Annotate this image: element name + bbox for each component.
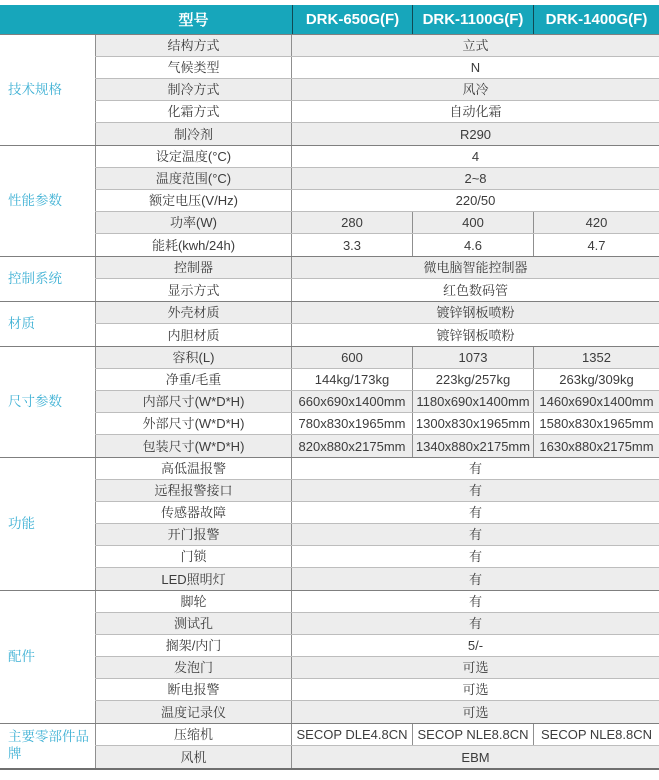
row-value-model-2: 4.6	[412, 234, 533, 256]
row-label: 温度记录仪	[95, 701, 292, 723]
spec-row	[95, 524, 659, 546]
row-label: 气候类型	[95, 57, 292, 78]
spec-row	[95, 101, 659, 123]
row-label: 外部尺寸(W*D*H)	[95, 413, 292, 434]
section-functions	[0, 457, 659, 590]
spec-row	[95, 190, 659, 212]
row-value-model-3: 1352	[533, 347, 659, 368]
row-value: 可选	[462, 704, 489, 720]
row-value: 有	[468, 616, 482, 631]
spec-row	[95, 257, 659, 279]
spec-row	[95, 591, 659, 613]
row-value-model-1: 780x830x1965mm	[298, 416, 406, 431]
row-label: 化霜方式	[95, 101, 292, 122]
row-value-model-1: 3.3	[342, 237, 362, 253]
spec-row	[95, 458, 659, 480]
spec-row	[95, 324, 659, 346]
row-value-model-2: 1180x690x1400mm	[412, 391, 533, 412]
spec-row	[95, 613, 659, 635]
section-label: 控制系统	[8, 270, 62, 286]
section-control-system	[0, 256, 659, 301]
spec-row	[95, 568, 659, 590]
row-value: 有	[468, 505, 482, 520]
section-label: 材质	[8, 315, 35, 331]
row-value: 风冷	[462, 82, 489, 97]
row-value-model-1: 660x690x1400mm	[298, 394, 406, 409]
section-rows	[95, 35, 659, 145]
spec-row	[95, 679, 659, 701]
row-value: 红色数码管	[442, 282, 508, 298]
row-value-model-3: 420	[533, 212, 659, 233]
spec-row	[95, 746, 659, 768]
section-accessories	[0, 590, 659, 723]
row-value: 立式	[462, 38, 489, 53]
row-value: 镀锌钢板喷粉	[436, 305, 515, 320]
row-label: 高低温报警	[95, 458, 292, 479]
spec-row	[95, 413, 659, 435]
spec-row	[95, 347, 659, 369]
row-value-model-3: 263kg/309kg	[533, 369, 659, 390]
row-value: 自动化霜	[449, 104, 502, 119]
row-value-model-2: SECOP NLE8.8CN	[412, 724, 533, 745]
section-technical-specs	[0, 34, 659, 145]
spec-row	[95, 724, 659, 746]
row-value-model-2: 223kg/257kg	[412, 369, 533, 390]
row-value-model-1: 144kg/173kg	[314, 372, 390, 387]
row-label: 净重/毛重	[95, 369, 292, 390]
row-label: 脚轮	[95, 591, 292, 612]
row-label: LED照明灯	[95, 568, 292, 590]
row-value-model-2: 400	[412, 212, 533, 233]
spec-table	[0, 5, 659, 770]
section-rows	[95, 591, 659, 723]
row-value: 5/-	[467, 638, 484, 653]
row-value: 有	[468, 571, 482, 587]
row-label: 测试孔	[95, 613, 292, 634]
row-label: 搁架/内门	[95, 635, 292, 656]
row-value-model-2: 1300x830x1965mm	[412, 413, 533, 434]
row-value-model-3: 1630x880x2175mm	[533, 435, 659, 457]
row-value-model-1: SECOP DLE4.8CN	[296, 727, 408, 742]
row-value: 微电脑智能控制器	[423, 260, 528, 275]
section-label: 主要零部件品牌	[8, 729, 89, 761]
spec-row	[95, 302, 659, 324]
row-label: 开门报警	[95, 524, 292, 545]
spec-row	[95, 546, 659, 568]
header-model-label: 型号	[178, 12, 209, 29]
section-rows	[95, 724, 659, 768]
spec-row	[95, 35, 659, 57]
row-label: 风机	[95, 746, 292, 768]
row-value: 可选	[462, 660, 489, 675]
spec-row	[95, 146, 659, 168]
row-label: 外壳材质	[95, 302, 292, 323]
row-label: 远程报警接口	[95, 480, 292, 501]
spec-row	[95, 279, 659, 301]
row-value: 有	[468, 527, 482, 542]
row-value: 有	[468, 483, 482, 498]
row-value: R290	[459, 126, 492, 142]
row-value: 有	[468, 549, 482, 564]
row-label: 门锁	[95, 546, 292, 567]
spec-row	[95, 435, 659, 457]
section-rows	[95, 302, 659, 346]
section-label: 功能	[8, 515, 35, 531]
spec-row	[95, 57, 659, 79]
row-value-model-1: 280	[341, 215, 363, 230]
row-value: 2~8	[464, 171, 487, 186]
row-value-model-1: 820x880x2175mm	[298, 438, 406, 454]
spec-row	[95, 480, 659, 502]
section-rows	[95, 458, 659, 590]
spec-row	[95, 234, 659, 256]
row-label: 传感器故障	[95, 502, 292, 523]
header-col-model-3: DRK-1400G(F)	[533, 5, 659, 34]
row-label: 内胆材质	[95, 324, 292, 346]
section-main-component-brands	[0, 723, 659, 768]
row-label: 压缩机	[95, 724, 292, 745]
row-label: 控制器	[95, 257, 292, 278]
row-label: 容积(L)	[95, 347, 292, 368]
table-header-row	[0, 5, 659, 34]
row-value: EBM	[461, 749, 490, 765]
row-value: N	[470, 60, 481, 75]
section-rows	[95, 257, 659, 301]
section-rows	[95, 146, 659, 256]
section-rows	[95, 347, 659, 457]
spec-row	[95, 701, 659, 723]
spec-row	[95, 391, 659, 413]
row-label: 发泡门	[95, 657, 292, 678]
row-value: 220/50	[455, 193, 496, 208]
row-label: 显示方式	[95, 279, 292, 301]
section-label: 尺寸参数	[8, 393, 62, 409]
row-label: 额定电压(V/Hz)	[95, 190, 292, 211]
spec-row	[95, 502, 659, 524]
spec-row	[95, 168, 659, 190]
row-value-model-2: 1073	[412, 347, 533, 368]
section-dimensions	[0, 346, 659, 457]
row-value-model-3: 1460x690x1400mm	[533, 391, 659, 412]
row-label: 内部尺寸(W*D*H)	[95, 391, 292, 412]
row-label: 断电报警	[95, 679, 292, 700]
row-value-model-3: SECOP NLE8.8CN	[533, 724, 659, 745]
row-label: 温度范围(°C)	[95, 168, 292, 189]
spec-row	[95, 79, 659, 101]
row-value: 可选	[462, 682, 489, 697]
row-label: 功率(W)	[95, 212, 292, 233]
row-label: 能耗(kwh/24h)	[95, 234, 292, 256]
spec-row	[95, 369, 659, 391]
row-value-model-3: 1580x830x1965mm	[533, 413, 659, 434]
row-value: 4	[471, 149, 480, 164]
spec-row	[95, 657, 659, 679]
row-value: 镀锌钢板喷粉	[436, 327, 515, 343]
section-material	[0, 301, 659, 346]
section-label: 配件	[8, 648, 35, 664]
row-value-model-3: 4.7	[533, 234, 659, 256]
section-label: 性能参数	[8, 192, 62, 208]
row-label: 设定温度(°C)	[95, 146, 292, 167]
section-label: 技术规格	[8, 81, 62, 97]
spec-row	[95, 212, 659, 234]
row-label: 包装尺寸(W*D*H)	[95, 435, 292, 457]
row-value-model-2: 1340x880x2175mm	[412, 435, 533, 457]
row-value-model-1: 600	[341, 350, 363, 365]
section-performance	[0, 145, 659, 256]
row-value: 有	[468, 461, 482, 476]
row-label: 制冷方式	[95, 79, 292, 100]
row-label: 制冷剂	[95, 123, 292, 145]
spec-row	[95, 123, 659, 145]
row-value: 有	[468, 594, 482, 609]
header-col-model-1: DRK-650G(F)	[292, 5, 412, 34]
row-label: 结构方式	[95, 35, 292, 56]
header-col-model-2: DRK-1100G(F)	[412, 5, 533, 34]
spec-row	[95, 635, 659, 657]
